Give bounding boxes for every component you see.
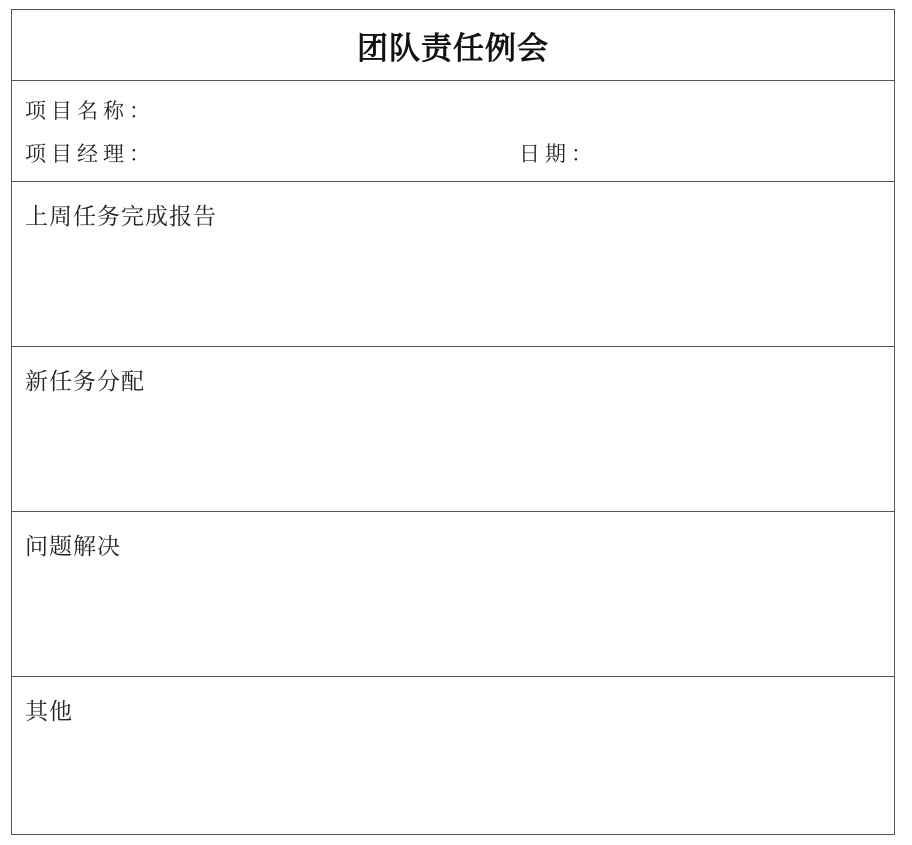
project-manager-label: 项目经理： bbox=[25, 142, 155, 166]
section-last-week-report bbox=[12, 182, 894, 347]
section-new-task-assignment bbox=[12, 347, 894, 512]
date-label: 日期： bbox=[519, 142, 597, 166]
section-other bbox=[12, 677, 894, 836]
section-label: 其他 bbox=[25, 699, 73, 725]
section-label: 问题解决 bbox=[25, 534, 121, 560]
title-row bbox=[12, 10, 894, 81]
meeting-form bbox=[11, 9, 895, 835]
section-label: 上周任务完成报告 bbox=[25, 204, 217, 230]
section-label: 新任务分配 bbox=[25, 369, 145, 395]
section-problem-solving bbox=[12, 512, 894, 677]
project-name-label: 项目名称： bbox=[25, 99, 155, 123]
project-info-row bbox=[12, 81, 894, 182]
form-title: 团队责任例会 bbox=[357, 30, 549, 67]
